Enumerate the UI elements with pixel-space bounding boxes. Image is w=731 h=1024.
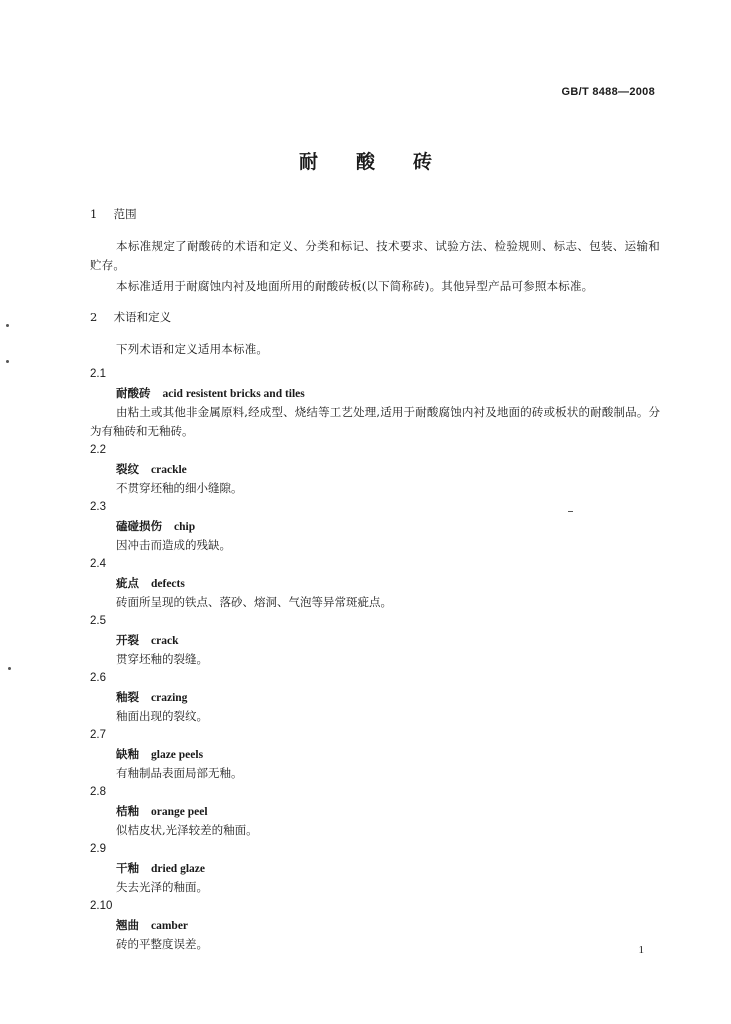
term-definition: 砖的平整度误差。: [116, 937, 208, 951]
term-name-english: crack: [151, 635, 179, 647]
term-name-chinese: 开裂: [116, 633, 139, 647]
term-definition: 有釉制品表面局部无釉。: [116, 766, 243, 780]
term-entry: [90, 365, 660, 441]
document-body: [90, 205, 660, 954]
term-number: 2.1: [90, 368, 106, 380]
term-number: 2.10: [90, 900, 113, 912]
scan-speck: [6, 324, 9, 327]
term-definition: 砖面所呈现的铁点、落砂、熔洞、气泡等异常斑疵点。: [116, 595, 392, 609]
term-name-chinese: 釉裂: [116, 690, 139, 704]
term-definition: 似桔皮状,光泽较差的釉面。: [116, 823, 258, 837]
term-name-english: crazing: [151, 692, 188, 704]
term-name-chinese: 缺釉: [116, 747, 139, 761]
term-name: [90, 631, 660, 650]
scan-speck: [8, 667, 11, 670]
section-number: 2: [90, 310, 98, 324]
term-number: 2.5: [90, 615, 106, 627]
term-number: 2.4: [90, 558, 106, 570]
scan-speck: [568, 511, 573, 512]
term-name-chinese: 磕碰损伤: [116, 519, 162, 533]
document-title: 耐酸砖: [298, 151, 470, 173]
term-name-chinese: 干釉: [116, 861, 139, 875]
term-name-english: dried glaze: [151, 863, 205, 875]
term-number: 2.2: [90, 444, 106, 456]
section-scope: [90, 205, 660, 296]
term-definition: 不贯穿坯釉的细小缝隙。: [116, 481, 243, 495]
term-number: 2.7: [90, 729, 106, 741]
term-entry: [90, 726, 660, 783]
term-definition: 釉面出现的裂纹。: [116, 709, 208, 723]
term-name-english: orange peel: [151, 806, 208, 818]
term-name-english: crackle: [151, 464, 187, 476]
term-name: [90, 384, 660, 403]
paragraph: 本标准规定了耐酸砖的术语和定义、分类和标记、技术要求、试验方法、检验规则、标志、包装、运输和贮存。: [90, 239, 660, 272]
term-number: 2.9: [90, 843, 106, 855]
term-entry: [90, 555, 660, 612]
term-entry: [90, 897, 660, 954]
page-number: 1: [638, 944, 644, 956]
term-name-chinese: 耐酸砖: [116, 386, 151, 400]
term-name-chinese: 裂纹: [116, 462, 139, 476]
term-number: 2.3: [90, 501, 106, 513]
term-name: [90, 916, 660, 935]
term-number: 2.6: [90, 672, 106, 684]
term-definition: 由粘土或其他非金属原料,经成型、烧结等工艺处理,适用于耐酸腐蚀内衬及地面的砖或板状的耐酸制品。分为有釉砖和无釉砖。: [90, 405, 660, 438]
term-entry: [90, 840, 660, 897]
section-intro: 下列术语和定义适用本标准。: [116, 342, 269, 356]
term-name: [90, 688, 660, 707]
term-name: [90, 745, 660, 764]
term-definition: 因冲击而造成的残缺。: [116, 538, 231, 552]
section-terms: [90, 308, 660, 954]
term-name: [90, 517, 660, 536]
section-title: 范围: [113, 207, 137, 221]
term-number: 2.8: [90, 786, 106, 798]
term-name-english: camber: [151, 920, 189, 932]
scan-speck: [6, 360, 9, 363]
term-name-english: acid resistent bricks and tiles: [162, 388, 305, 400]
term-definition: 失去光泽的釉面。: [116, 880, 208, 894]
term-entry: [90, 612, 660, 669]
term-name-chinese: 疵点: [116, 576, 139, 590]
term-name-english: glaze peels: [151, 749, 204, 761]
term-name-english: defects: [151, 578, 185, 590]
term-entry: [90, 669, 660, 726]
term-name-english: chip: [174, 521, 196, 533]
section-heading: [90, 308, 660, 326]
section-heading: [90, 205, 660, 223]
section-title: 术语和定义: [113, 310, 172, 324]
standard-code: GB/T 8488—2008: [561, 86, 655, 98]
term-entry: [90, 498, 660, 555]
term-entry: [90, 783, 660, 840]
term-definition: 贯穿坯釉的裂缝。: [116, 652, 208, 666]
term-entry: [90, 441, 660, 498]
term-name: [90, 574, 660, 593]
term-name: [90, 460, 660, 479]
section-number: 1: [90, 207, 98, 221]
term-name: [90, 802, 660, 821]
paragraph: 本标准适用于耐腐蚀内衬及地面所用的耐酸砖板(以下简称砖)。其他异型产品可参照本标准。: [116, 279, 594, 293]
term-name: [90, 859, 660, 878]
term-name-chinese: 翘曲: [116, 918, 139, 932]
term-name-chinese: 桔釉: [116, 804, 139, 818]
terms-list: [90, 365, 660, 954]
